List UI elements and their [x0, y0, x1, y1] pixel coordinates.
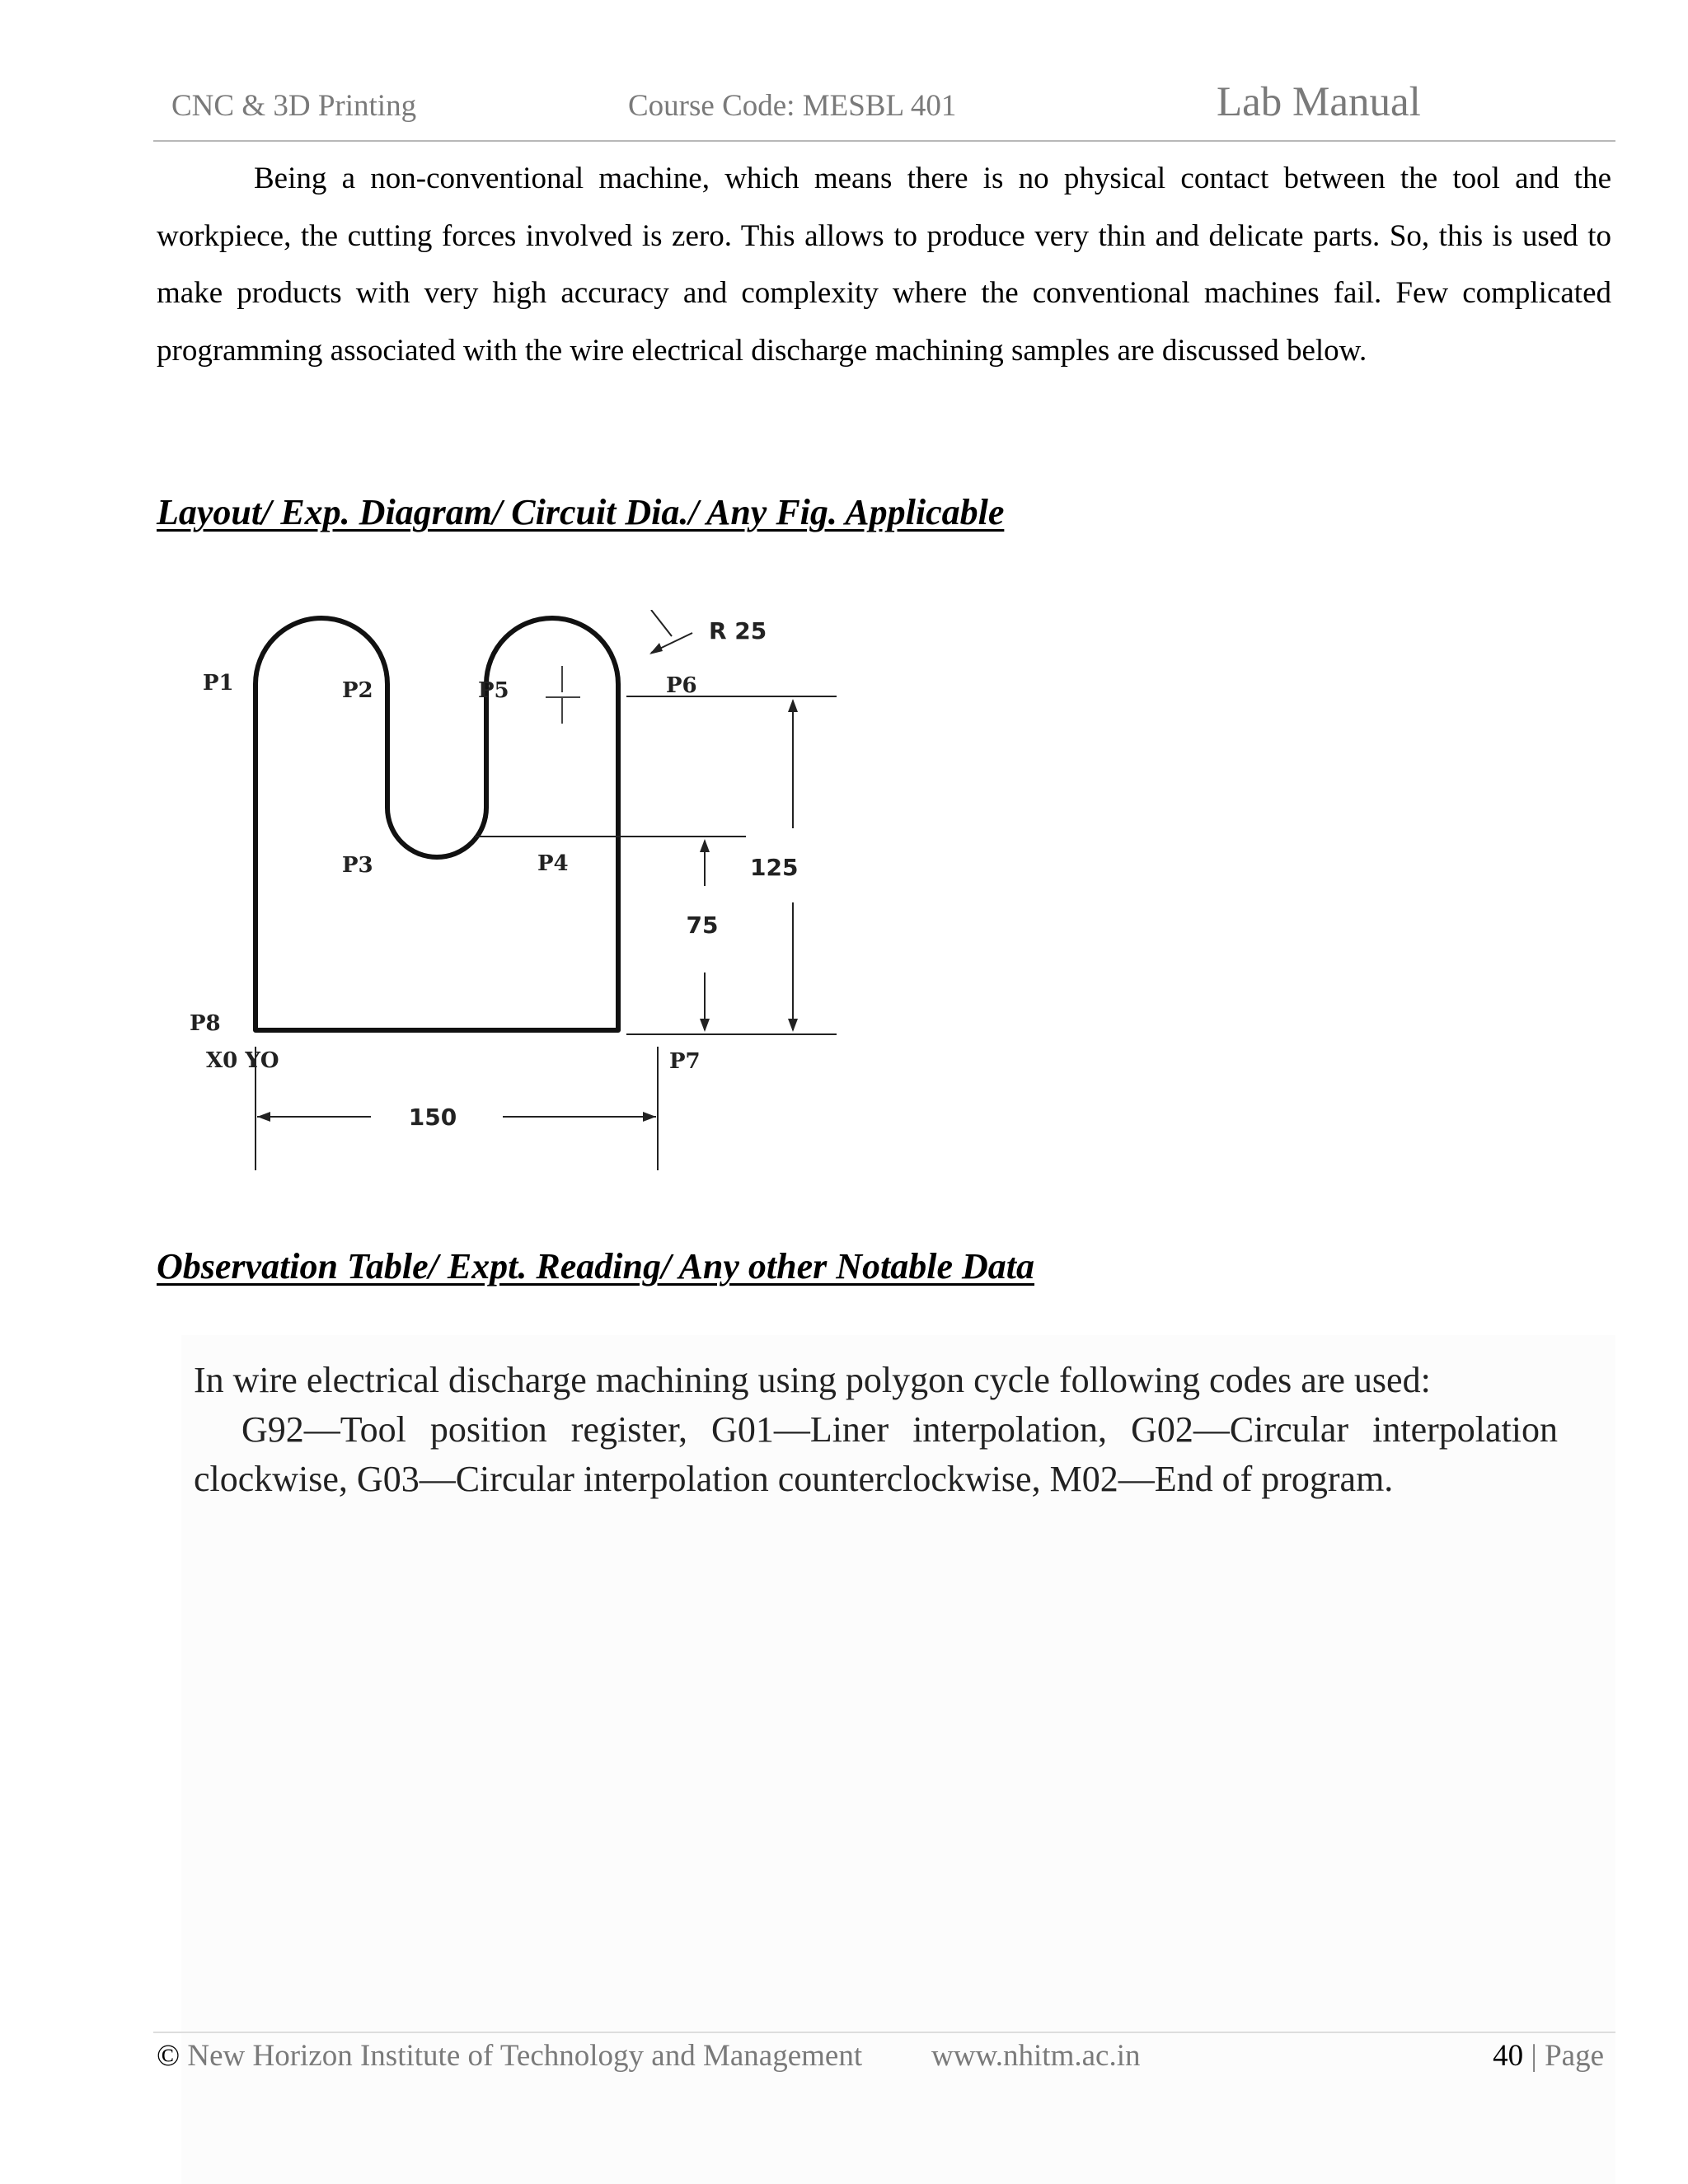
footer-institute-name: New Horizon Institute of Technology and Management: [187, 2039, 863, 2073]
footer-website-link[interactable]: www.nhitm.ac.in: [931, 2039, 1141, 2073]
radius-label: R 25: [709, 617, 767, 644]
section-heading-observation: Observation Table/ Expt. Reading/ Any other Notable Data: [157, 1246, 1035, 1286]
section-heading-layout: Layout/ Exp. Diagram/ Circuit Dia./ Any Fig. Applicable: [157, 492, 1005, 532]
u-profile-diagram: [165, 610, 874, 1187]
footer-institute: [157, 2038, 862, 2074]
codes-list: G92—Tool position register, G01—Liner interpolation, G02—Circular interpolation clockwise, G03—Circular interpolation counterclockwise, M02—End of program.: [194, 1409, 1558, 1499]
point-label-p5: P5: [478, 678, 509, 703]
part-outline: [256, 618, 618, 1030]
page-footer: [153, 2032, 1615, 2091]
footer-page: [1493, 2038, 1604, 2074]
header-lab-manual: Lab Manual: [1217, 79, 1421, 125]
header-course-code: Course Code: MESBL 401: [628, 89, 957, 123]
point-label-p6: P6: [666, 673, 697, 698]
dimension-125: 125: [750, 854, 799, 881]
page-number: 40: [1493, 2039, 1524, 2073]
intro-paragraph: Being a non-conventional machine, which means there is no physical contact between the tool and the workpiece, the cutting forces involved is zero. This allows to produce very thin and delicate parts. So, this is used to make products with very high accuracy and complexity where the conventional machines fail. Few complicated programming associated with the wire electrical discharge machining samples are discussed below.: [157, 162, 1611, 368]
copyright-icon: ©: [157, 2039, 181, 2073]
page-label: | Page: [1531, 2039, 1604, 2073]
origin-label: X0 YO: [206, 1048, 279, 1073]
page-header: [153, 78, 1615, 142]
point-label-p7: P7: [669, 1049, 701, 1074]
dimension-150: 150: [408, 1104, 457, 1131]
point-label-p1: P1: [203, 671, 234, 696]
codes-description: [194, 1356, 1558, 1504]
point-label-p4: P4: [537, 851, 569, 876]
point-label-p2: P2: [342, 678, 373, 703]
dimension-75: 75: [686, 912, 719, 939]
point-label-p3: P3: [342, 853, 373, 878]
header-course-title: CNC & 3D Printing: [171, 89, 417, 123]
codes-intro-line: In wire electrical discharge machining using polygon cycle following codes are used:: [194, 1360, 1431, 1400]
point-label-p8: P8: [190, 1011, 221, 1036]
